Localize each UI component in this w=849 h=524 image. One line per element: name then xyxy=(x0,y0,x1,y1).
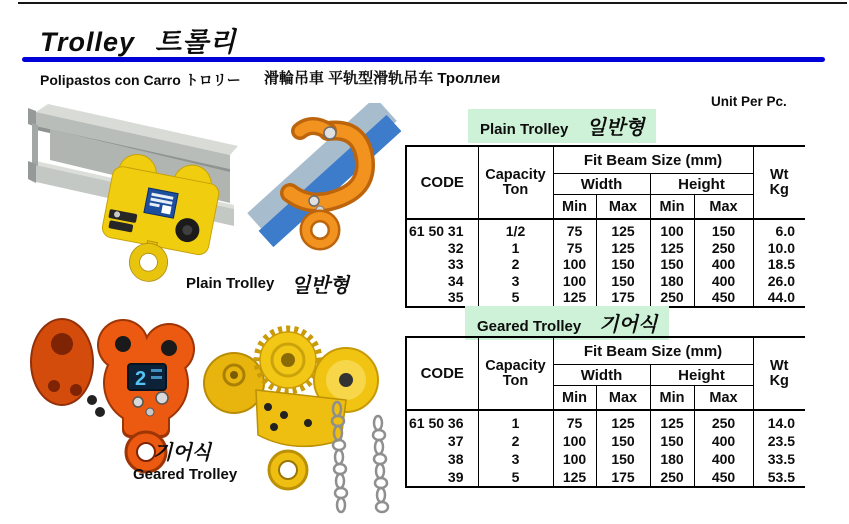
col-header-height-max: Max xyxy=(694,386,753,411)
cell-value: 400 xyxy=(711,256,736,272)
weight-cells xyxy=(753,410,805,487)
cell-value: 53.5 xyxy=(767,469,795,485)
col-header-wt: Wt Kg xyxy=(753,146,805,219)
cell-value: 150 xyxy=(611,272,635,289)
cell-value: 180 xyxy=(660,451,684,467)
col-header-height: Height xyxy=(650,174,753,195)
geared-caption-ko: 기어식 xyxy=(153,442,211,464)
width-max-cells xyxy=(596,219,650,307)
cell-value: 1/2 xyxy=(505,223,526,239)
col-header-fit-beam: Fit Beam Size (mm) xyxy=(553,146,753,174)
cell-value: 450 xyxy=(711,469,736,485)
height-max-cells xyxy=(694,410,753,487)
suspension-eye xyxy=(132,246,165,279)
cell-value: 23.5 xyxy=(767,433,795,449)
cell-value: 175 xyxy=(611,469,635,485)
width-max-cells xyxy=(596,410,650,487)
width-min-cells xyxy=(553,410,596,487)
cell-value: 400 xyxy=(711,451,736,467)
cell-value: 125 xyxy=(562,469,587,485)
cell-value: 75 xyxy=(566,415,583,431)
trolley-label xyxy=(144,188,178,218)
col-header-width: Width xyxy=(553,174,650,195)
cell-value: 150 xyxy=(711,223,736,239)
table-body-row xyxy=(406,410,805,487)
col-header-height-max: Max xyxy=(694,195,753,220)
cell-value: 10.0 xyxy=(767,239,795,256)
cell-value: 125 xyxy=(660,415,684,431)
cell-value: 61 50 31 xyxy=(409,223,464,239)
cell-value: 5 xyxy=(511,469,520,485)
code-cells xyxy=(406,219,478,307)
cell-value: 18.5 xyxy=(767,256,795,272)
col-header-width-min: Min xyxy=(553,195,596,220)
cell-value: 250 xyxy=(711,415,736,431)
col-header-wt: Wt Kg xyxy=(753,337,805,410)
code-cells xyxy=(406,410,478,487)
cell-value: 26.0 xyxy=(767,272,795,289)
height-min-cells xyxy=(650,219,694,307)
cell-value: 250 xyxy=(711,239,736,256)
cell-value: 125 xyxy=(562,289,587,305)
plain-heading-ko: 일반형 xyxy=(586,117,645,139)
cell-value: 35 xyxy=(447,289,464,305)
plain-trolley-heading xyxy=(468,109,656,143)
cell-value: 125 xyxy=(611,239,635,256)
unit-per-pc-note: Unit Per Pc. xyxy=(711,94,787,109)
cell-value: 2 xyxy=(511,433,520,449)
cell-value: 150 xyxy=(660,433,684,449)
capacity-cells xyxy=(478,219,553,307)
rear-plate xyxy=(30,318,94,406)
height-min-cells xyxy=(650,410,694,487)
cell-value: 38 xyxy=(447,451,464,467)
col-header-width-max: Max xyxy=(596,195,650,220)
capacity-cells xyxy=(478,410,553,487)
cell-value: 150 xyxy=(611,256,635,272)
geared-trolley-heading xyxy=(465,306,669,340)
plain-caption-en: Plain Trolley xyxy=(186,275,275,292)
cell-value: 39 xyxy=(447,469,464,485)
rear-plate xyxy=(203,352,265,414)
col-header-height: Height xyxy=(650,365,753,386)
geared-trolley-table xyxy=(405,336,805,488)
page-title-ko: 트롤리 xyxy=(155,27,237,57)
top-rule xyxy=(18,2,847,4)
cell-value: 1 xyxy=(511,239,520,256)
cell-value: 125 xyxy=(611,223,635,239)
cell-value: 33.5 xyxy=(767,451,795,467)
col-header-width: Width xyxy=(553,365,650,386)
width-min-cells xyxy=(553,219,596,307)
cell-value: 150 xyxy=(611,433,635,449)
blue-divider xyxy=(22,57,825,62)
cell-value: 37 xyxy=(447,433,464,449)
col-header-code: CODE xyxy=(406,337,478,410)
plain-caption-ko: 일반형 xyxy=(291,275,349,297)
cell-value: 6.0 xyxy=(775,223,795,239)
cell-value: 75 xyxy=(566,223,583,239)
page-title-en: Trolley xyxy=(40,27,136,57)
cell-value: 100 xyxy=(562,256,587,272)
cell-value: 3 xyxy=(511,451,520,467)
subtitle-es-ja: Polipastos con Carro トロリー xyxy=(40,72,241,88)
plain-trolley-table xyxy=(405,145,805,308)
cell-value: 44.0 xyxy=(767,289,795,305)
col-header-width-min: Min xyxy=(553,386,596,411)
col-header-code: CODE xyxy=(406,146,478,219)
cell-value: 450 xyxy=(711,289,736,305)
cell-value: 34 xyxy=(447,272,464,289)
cell-value: 400 xyxy=(711,433,736,449)
cell-value: 100 xyxy=(562,451,587,467)
geared-heading-ko: 기어식 xyxy=(599,314,658,336)
plain-trolley-photo xyxy=(8,98,244,298)
col-header-fit-beam: Fit Beam Size (mm) xyxy=(553,337,753,365)
geared-caption-en: Geared Trolley xyxy=(133,466,238,483)
col-header-capacity: Capacity Ton xyxy=(478,146,553,219)
col-header-height-min: Min xyxy=(650,386,694,411)
cell-value: 125 xyxy=(660,239,684,256)
cell-value: 100 xyxy=(660,223,684,239)
cell-value: 250 xyxy=(660,469,684,485)
table-body-row xyxy=(406,219,805,307)
cell-value: 250 xyxy=(660,289,684,305)
weight-cells xyxy=(753,219,805,307)
cell-value: 3 xyxy=(511,272,520,289)
cell-value: 5 xyxy=(511,289,520,305)
cell-value: 400 xyxy=(711,272,736,289)
cell-value: 150 xyxy=(611,451,635,467)
cell-value: 100 xyxy=(562,272,587,289)
cell-value: 175 xyxy=(611,289,635,305)
cell-value: 33 xyxy=(447,256,464,272)
height-max-cells xyxy=(694,219,753,307)
cell-value: 1 xyxy=(511,415,520,431)
gear-wheel xyxy=(257,329,319,391)
plain-heading-en: Plain Trolley xyxy=(480,121,569,138)
page-title xyxy=(40,20,236,59)
beam-clamp-photo xyxy=(240,103,408,279)
col-header-capacity: Capacity Ton xyxy=(478,337,553,410)
cell-value: 125 xyxy=(611,415,635,431)
col-header-width-max: Max xyxy=(596,386,650,411)
subtitle-cjk-ru: 滑輪吊車 平轨型滑轨吊车 Троллеи xyxy=(264,70,501,87)
cell-value: 100 xyxy=(562,433,587,449)
cell-value: 180 xyxy=(660,272,684,289)
geared-heading-en: Geared Trolley xyxy=(477,318,582,335)
cell-value: 2 xyxy=(511,256,520,272)
cell-value: 14.0 xyxy=(767,415,795,431)
col-header-height-min: Min xyxy=(650,195,694,220)
cell-value: 32 xyxy=(447,239,464,256)
geared-trolley-photo-yellow xyxy=(196,305,398,522)
cell-value: 75 xyxy=(566,239,583,256)
cell-value: 61 50 36 xyxy=(409,415,464,431)
capacity-badge-text: 2 xyxy=(135,368,147,390)
cell-value: 150 xyxy=(660,256,684,272)
